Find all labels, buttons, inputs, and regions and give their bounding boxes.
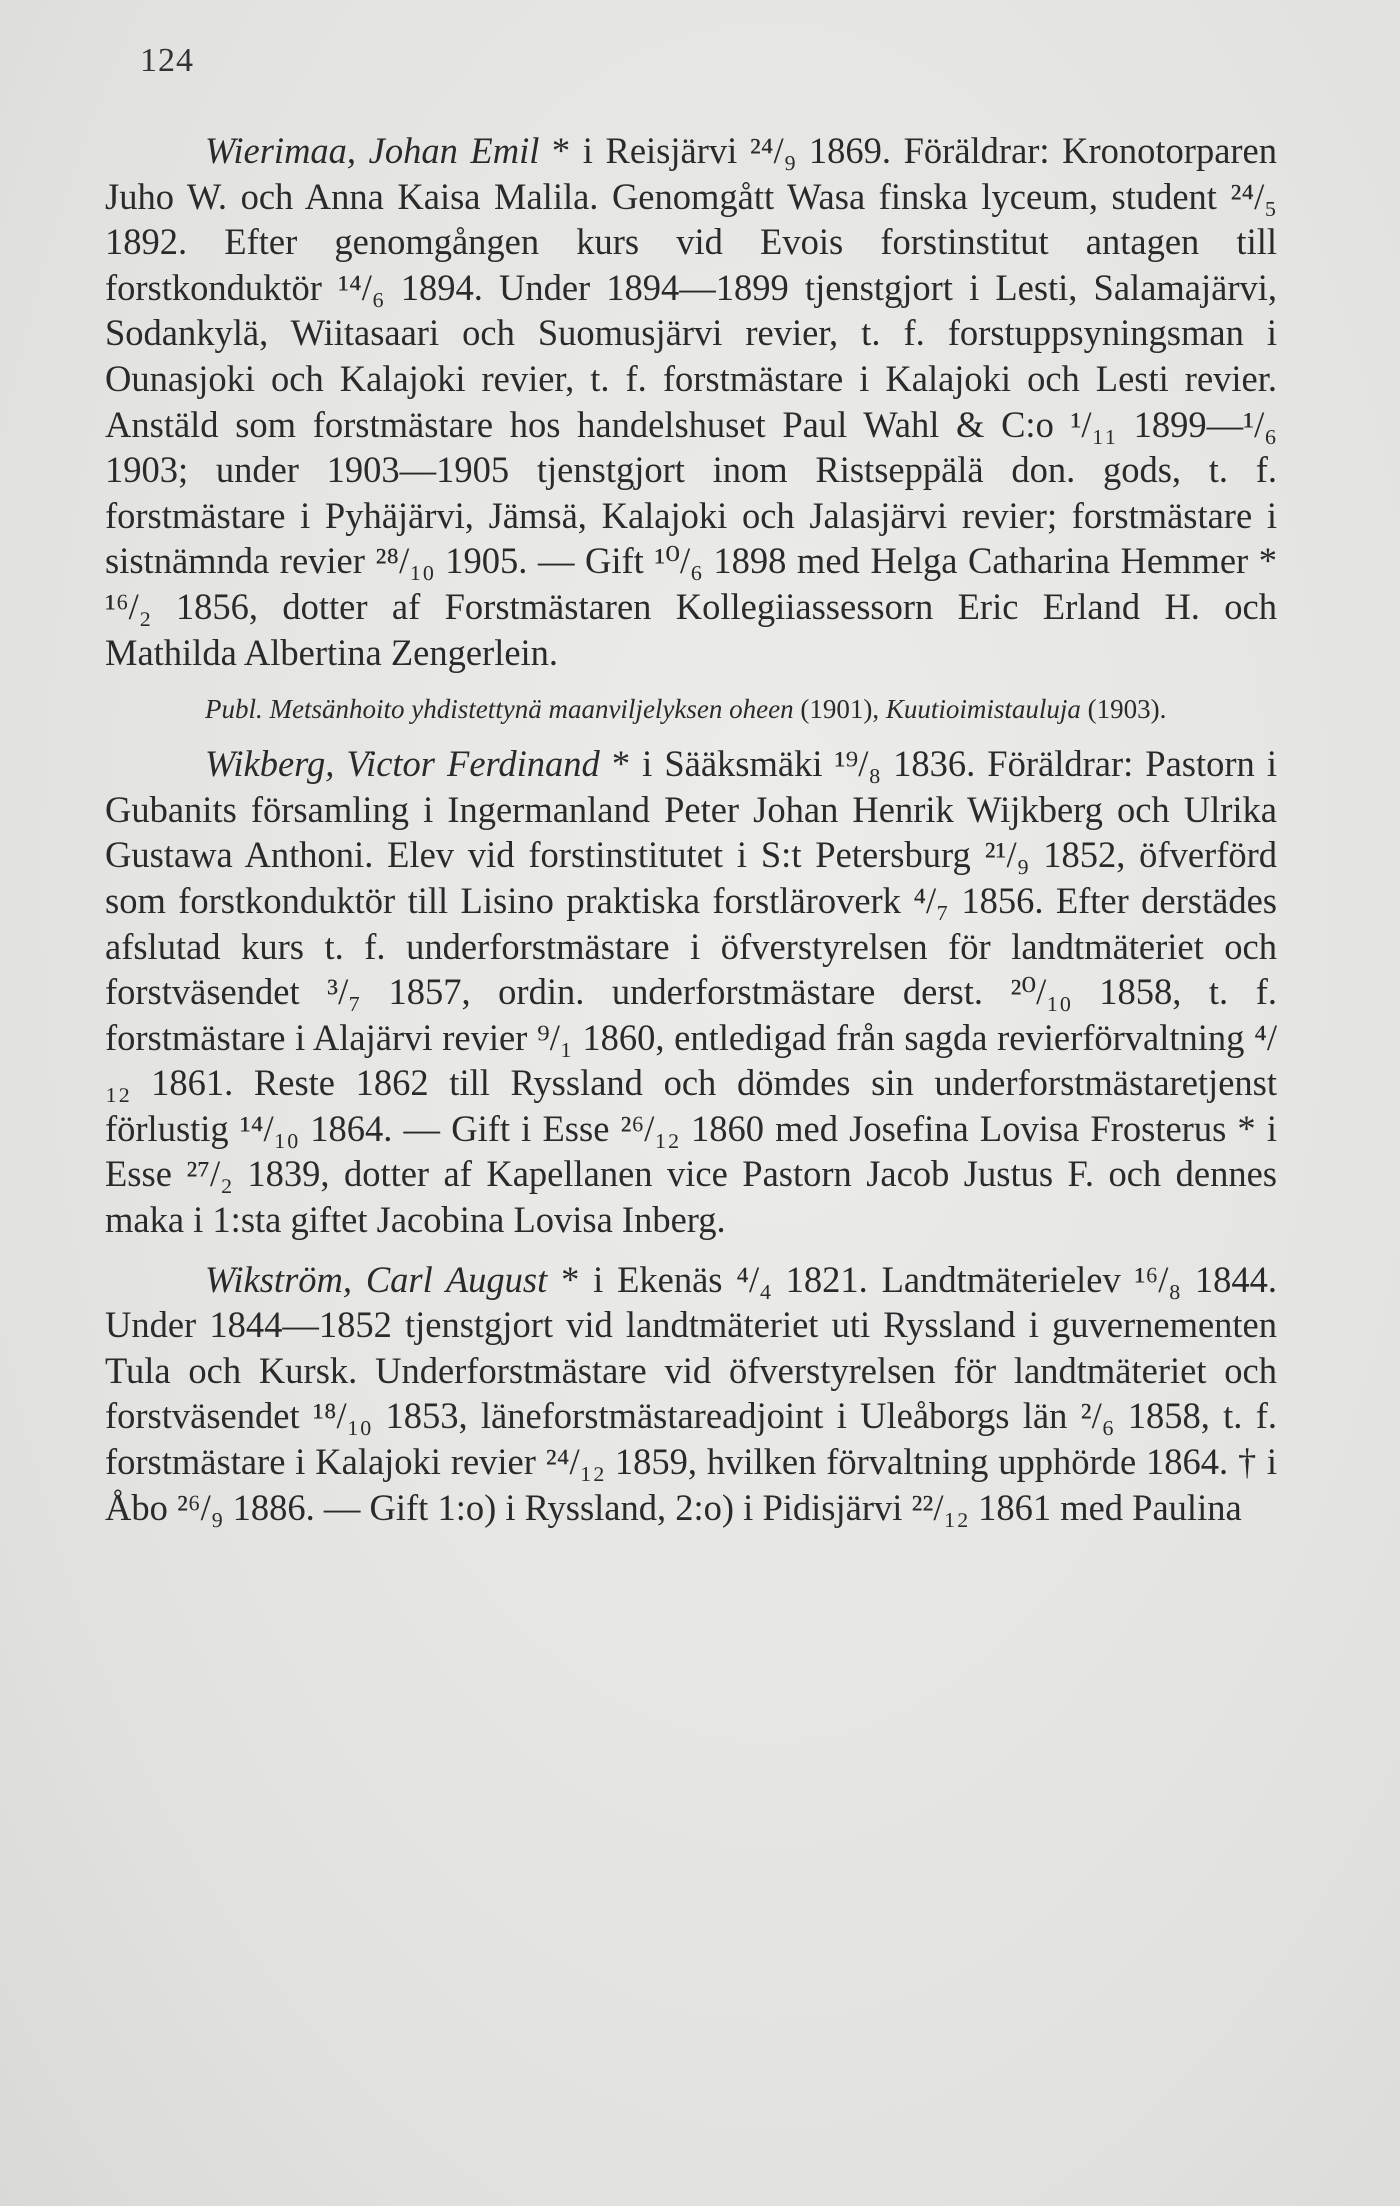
entry-text: * i Sääksmäki ¹⁹/₈ 1836. Föräldrar: Pastorn i Gubanits församling i Ingermanland Peter Johan Henrik Wijkberg och Ulrika Gustawa Anthoni. Elev vid forstinstitutet i S:t Petersburg ²¹/₉ 1852, öfverförd som forstkonduktör till Lisino praktiska forstläroverk ⁴/₇ 1856. Efter derstädes afslutad kurs t. f. underforstmästare i öfverstyrelsen för landtmäteriet och forstväsendet ³/₇ 1857, ordin. underforstmästare derst. ²⁰/₁₀ 1858, t. f. forstmästare i Alajärvi revier ⁹/₁ 1860, entledigad från sagda revierförvaltning ⁴/₁₂ 1861. Reste 1862 till Ryssland och dömdes sin underforstmästaretjenst förlustig ¹⁴/₁₀ 1864. — Gift i Esse ²⁶/₁₂ 1860 med Josefina Lovisa Frosterus * i Esse ²⁷/₂ 1839, dotter af Kapellanen vice Pastorn Jacob Justus F. och dennes maka i 1:sta giftet Jacobina Lovisa Inberg.: [105, 743, 1277, 1241]
publ-label: Publ.: [205, 694, 263, 725]
publications-note: [105, 689, 1277, 729]
entry-name: Wierimaa, Johan Emil: [205, 130, 540, 171]
entry-wierimaa: [105, 128, 1277, 675]
publ-year: (1901),: [793, 694, 886, 725]
page-body: [105, 128, 1277, 1530]
publ-title: Kuutioimistauluja: [885, 694, 1081, 725]
entry-name: Wikberg, Victor Ferdinand: [205, 743, 600, 785]
publ-year: (1903).: [1080, 694, 1167, 725]
entry-wikberg: [105, 741, 1277, 1243]
publ-title: Metsänhoito yhdistettynä maanviljelyksen oheen: [269, 694, 794, 725]
entry-text: * i Ekenäs ⁴/₄ 1821. Landtmäterielev ¹⁶/₈ 1844. Under 1844—1852 tjenstgjort vid landtmäteriet uti Ryssland i guvernementen Tula och Kursk. Underforstmästare vid öfverstyrelsen för landtmäteriet och forstväsendet ¹⁸/₁₀ 1853, läneforstmästareadjoint i Uleåborgs län ²/₆ 1858, t. f. forstmästare i Kalajoki revier ²⁴/₁₂ 1859, hvilken förvaltning upphörde 1864. † i Åbo ²⁶/₉ 1886. — Gift 1:o) i Ryssland, 2:o) i Pidisjärvi ²²/₁₂ 1861 med Paulina: [105, 1258, 1277, 1528]
entry-text: * i Reisjärvi ²⁴/₉ 1869. Föräldrar: Kronotorparen Juho W. och Anna Kaisa Malila. Genomgått Wasa finska lyceum, student ²⁴/₅ 1892. Efter genomgången kurs vid Evois forstinstitut antagen till forstkonduktör ¹⁴/₆ 1894. Under 1894—1899 tjenstgjort i Lesti, Salamajärvi, Sodankylä, Wiitasaari och Suomusjärvi revier, t. f. forstuppsyningsman i Ounasjoki och Kalajoki revier, t. f. forstmästare i Kalajoki och Lesti revier. Anstäld som forstmästare hos handelshuset Paul Wahl & C:o ¹/₁₁ 1899—¹/₆ 1903; under 1903—1905 tjenstgjort inom Ristseppälä don. gods, t. f. forstmästare i Pyhäjärvi, Jämsä, Kalajoki och Jalasjärvi revier; forstmästare i sistnämnda revier ²⁸/₁₀ 1905. — Gift ¹⁰/₆ 1898 med Helga Catharina Hemmer * ¹⁶/₂ 1856, dotter af Forstmästaren Kollegiiassessorn Eric Erland H. och Mathilda Albertina Zengerlein.: [105, 130, 1278, 673]
entry-wikstrom: [105, 1257, 1277, 1531]
page-number: 124: [140, 42, 194, 79]
entry-name: Wikström, Carl August: [205, 1258, 548, 1300]
